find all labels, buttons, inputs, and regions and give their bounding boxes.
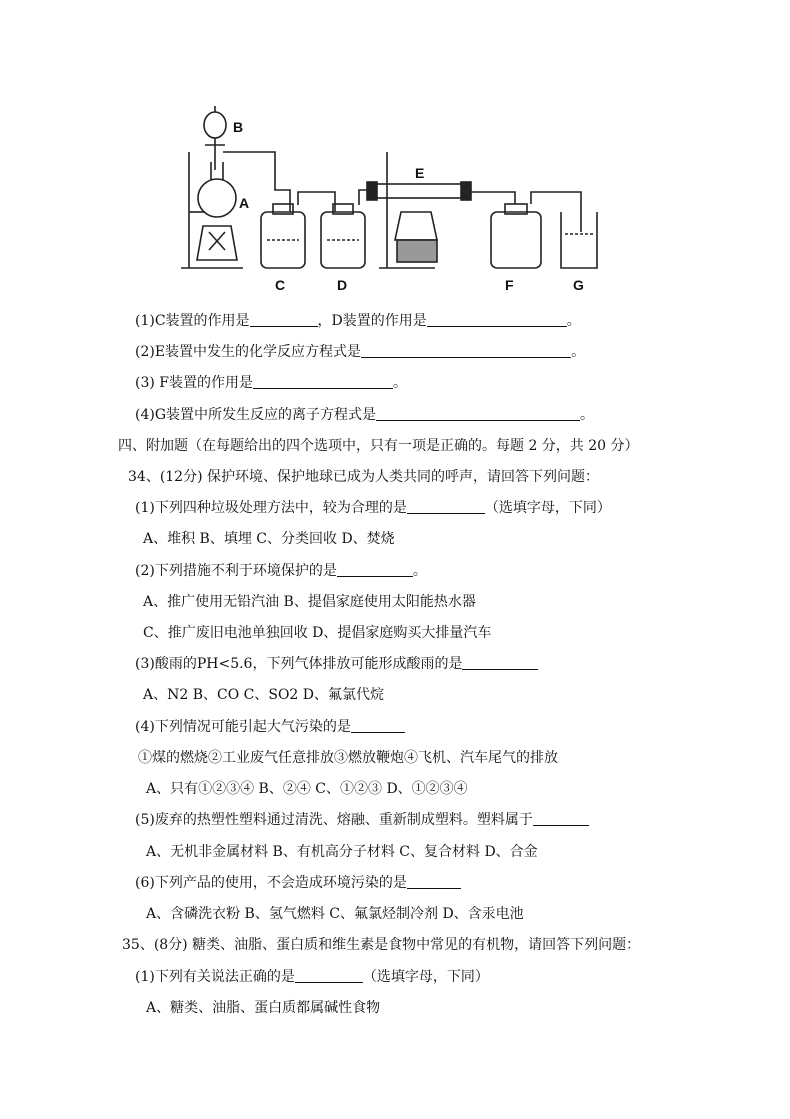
question-34-5: (5)废弃的热塑性塑料通过清洗、熔融、重新制成塑料。塑料属于 (135, 810, 589, 830)
label-e: E (415, 165, 425, 181)
question-34-4-options: A、只有①②③④ B、②④ C、①②③ D、①②③④ (146, 781, 468, 797)
question-34-1: (1)下列四种垃圾处理方法中，较为合理的是 （选填字母，下同） (135, 500, 611, 516)
section-4-heading: 四、附加题（在每题给出的四个选项中，只有一项是正确的。每题 2 分，共 20 分） (118, 438, 639, 454)
question-3: (3) F装置的作用是 。 (135, 375, 407, 391)
question-34-5-options: A、无机非金属材料 B、有机高分子材料 C、复合材料 D、合金 (146, 844, 538, 860)
label-d: D (337, 277, 348, 293)
answer-blank[interactable] (337, 562, 413, 577)
answer-blank[interactable] (376, 406, 580, 421)
answer-blank[interactable] (407, 874, 461, 889)
answer-blank[interactable] (361, 343, 571, 358)
question-34-3-options: A、N2 B、CO C、SO2 D、氟氯代烷 (143, 687, 385, 703)
question-1: (1)C装置的作用是 ，D装置的作用是 。 (135, 313, 581, 329)
answer-blank[interactable] (253, 374, 393, 389)
label-c: C (275, 277, 286, 293)
label-g: G (573, 277, 584, 293)
label-b: B (233, 119, 244, 135)
answer-blank[interactable] (533, 811, 589, 826)
question-34-1-options: A、堆积 B、填埋 C、分类回收 D、焚烧 (143, 531, 395, 547)
question-2: (2)E装置中发生的化学反应方程式是 。 (135, 344, 586, 360)
question-35-1: (1)下列有关说法正确的是 （选填字母，下同） (135, 969, 489, 985)
answer-blank[interactable] (407, 499, 485, 514)
question-35: 35、(8分) 糖类、油脂、蛋白质和维生素是食物中常见的有机物，请回答下列问题： (122, 937, 641, 953)
label-f: F (505, 277, 514, 293)
question-34-2-options-cd: C、推广废旧电池单独回收 D、提倡家庭购买大排量汽车 (143, 625, 492, 641)
label-a: A (239, 195, 250, 211)
answer-blank[interactable] (295, 968, 363, 983)
answer-blank[interactable] (462, 655, 538, 670)
question-34-3: (3)酸雨的PH<5.6，下列气体排放可能形成酸雨的是 (135, 654, 538, 674)
answer-blank[interactable] (351, 718, 405, 733)
question-35-1-option-a: A、糖类、油脂、蛋白质都属碱性食物 (146, 1000, 381, 1016)
question-4: (4)G装置中所发生反应的离子方程式是 。 (135, 407, 595, 423)
question-34-4: (4)下列情况可能引起大气污染的是 (135, 717, 405, 737)
apparatus-figure (175, 100, 605, 300)
answer-blank[interactable] (250, 312, 318, 327)
answer-blank[interactable] (427, 312, 567, 327)
question-34: 34、(12分) 保护环境、保护地球已成为人类共同的呼声，请回答下列问题： (128, 469, 600, 485)
question-34-6: (6)下列产品的使用，不会造成环境污染的是 (135, 873, 461, 893)
question-34-4-statements: ①煤的燃烧②工业废气任意排放③燃放鞭炮④飞机、汽车尾气的排放 (138, 750, 558, 766)
question-34-6-options: A、含磷洗衣粉 B、氢气燃料 C、氟氯烃制冷剂 D、含汞电池 (146, 906, 524, 922)
question-34-2-options-ab: A、推广使用无铅汽油 B、提倡家庭使用太阳能热水器 (143, 594, 476, 610)
question-34-2: (2)下列措施不利于环境保护的是 。 (135, 563, 427, 579)
